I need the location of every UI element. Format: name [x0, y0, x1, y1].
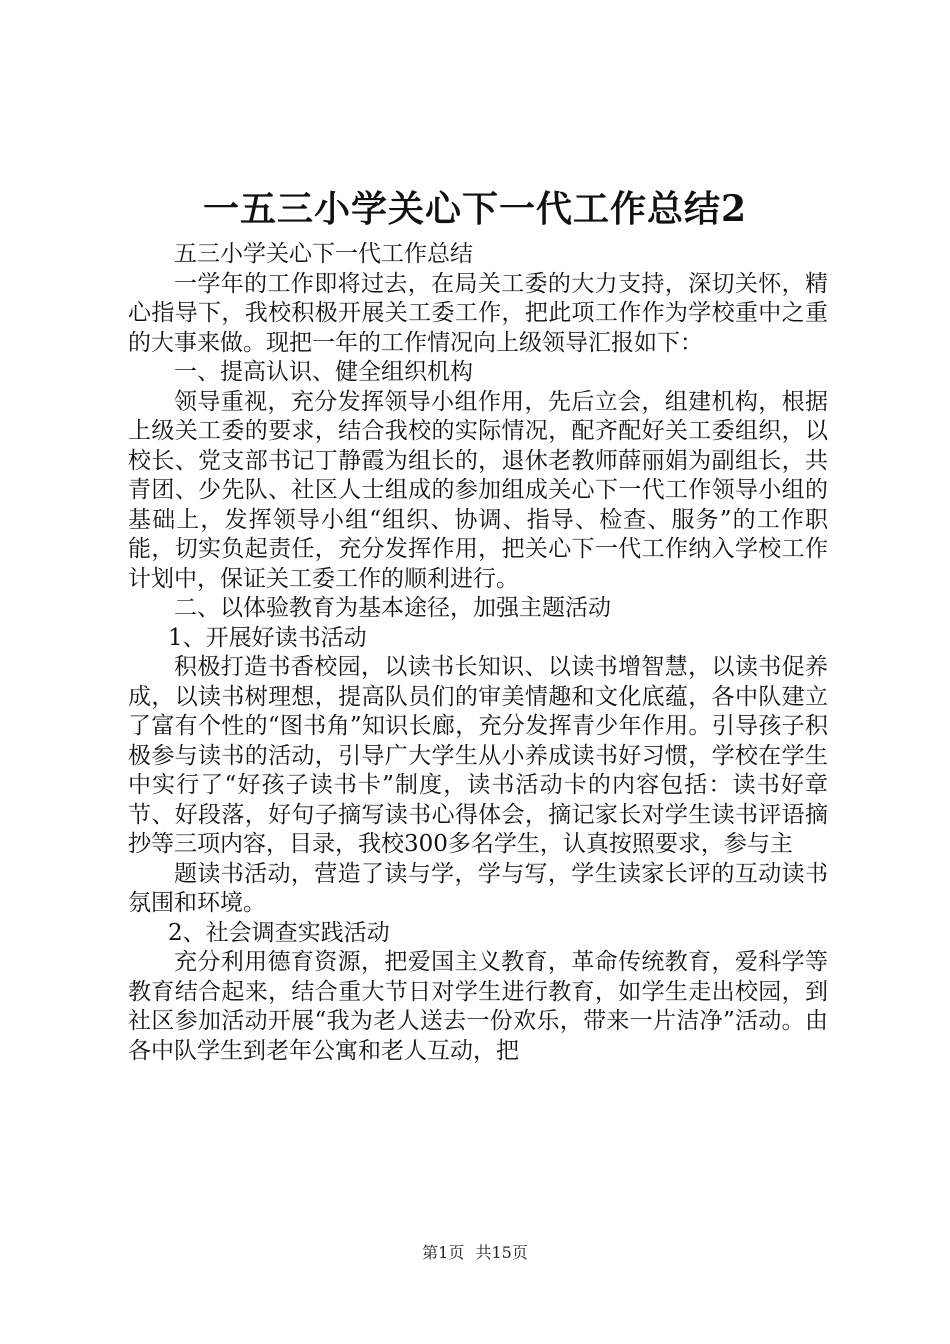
subtitle-paragraph: 五三小学关心下一代工作总结 [174, 241, 473, 267]
body-paragraph: 领导重视，充分发挥领导小组作用，先后立会，组建机构，根据上级关工委的要求，结合我校的实际情况，配齐配好关工委组织，以校长、党支部书记丁静霞为组长的，退休老教师薛丽娟为副组长，共青团、少先队、社区人士组成的参加组成关心下一代工作领导小组的基础上，发挥领导小组“组织、协调、指导、检查、服务”的工作职能，切实负起责任，充分发挥作用，把关心下一代工作纳入学校工作计划中，保证关工委工作的顺利进行。 [128, 388, 828, 592]
section-heading-2: 二、以体验教育为基本途径，加强主题活动 [174, 595, 611, 621]
page-total: 共15页 [475, 1243, 528, 1262]
document-body [128, 240, 828, 1066]
document-title: 一五三小学关心下一代工作总结2 [202, 188, 748, 230]
body-paragraph: 充分利用德育资源，把爱国主义教育，革命传统教育，爱科学等教育结合起来，结合重大节日对学生进行教育，如学生走出校园，到社区参加活动开展“我为老人送去一份欢乐，带来一片洁净”活动。由各中队学生到老年公寓和老人互动，把 [128, 949, 828, 1064]
body-paragraph: 题读书活动，营造了读与学，学与写，学生读家长评的互动读书氛围和环境。 [128, 860, 828, 916]
page-footer [0, 1242, 950, 1264]
section-heading-1: 一、提高认识、健全组织机构 [174, 359, 473, 385]
subsection-heading-2: 2、社会调查实践活动 [168, 919, 390, 946]
subsection-heading-1: 1、开展好读书活动 [168, 624, 367, 651]
intro-paragraph: 一学年的工作即将过去，在局关工委的大力支持，深切关怀，精心指导下，我校积极开展关工委工作，把此项工作作为学校重中之重的大事来做。现把一年的工作情况向上级领导汇报如下： [128, 270, 828, 356]
page-number: 第1页 [422, 1243, 465, 1262]
body-paragraph: 积极打造书香校园，以读书长知识、以读书增智慧，以读书促养成，以读书树理想，提高队员们的审美情趣和文化底蕴，各中队建立了富有个性的“图书角”知识长廊，充分发挥青少年作用。引导孩子积极参与读书的活动，引导广大学生从小养成读书好习惯，学校在学生中实行了“好孩子读书卡”制度，读书活动卡的内容包括：读书好章节、好段落，好句子摘写读书心得体会，摘记家长对学生读书评语摘抄等三项内容，目录，我校300多名学生，认真按照要求，参与主 [128, 654, 828, 857]
